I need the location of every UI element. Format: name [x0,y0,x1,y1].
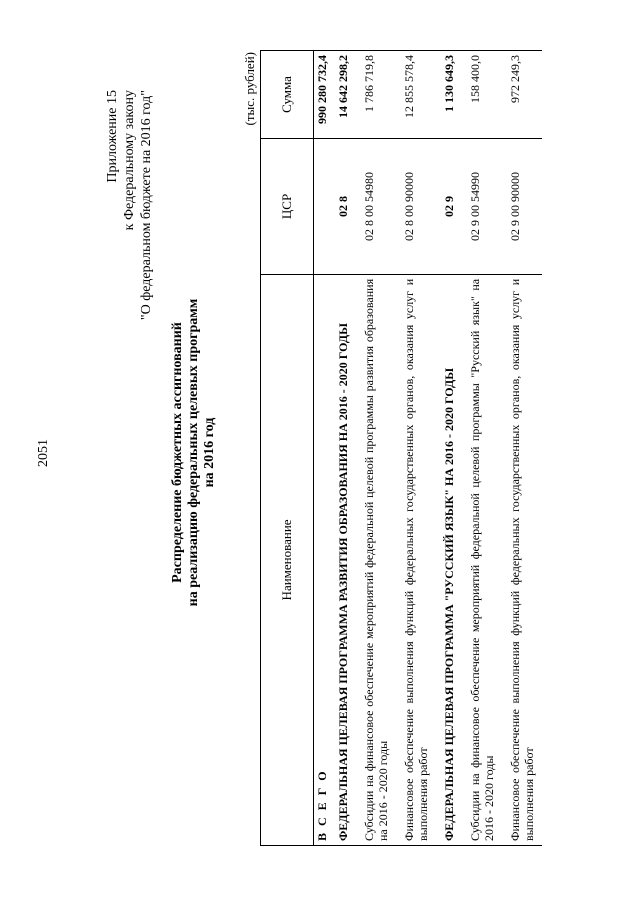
row-csr: 02 9 [436,138,462,274]
title-line-2: на реализацию федеральных целевых программ [186,298,201,607]
header-name: Наименование [261,274,314,845]
row-sum: 1 130 649,3 [436,51,462,139]
row-name: ФЕДЕРАЛЬНАЯ ЦЕЛЕВАЯ ПРОГРАММА РАЗВИТИЯ ОБРАЗОВАНИЯ НА 2016 - 2020 ГОДЫ [330,274,356,845]
table-row [356,51,396,846]
row-csr: 02 8 00 90000 [396,138,436,274]
title-line-3: на 2016 год [202,417,217,488]
header-csr: ЦСР [261,138,314,274]
row-name: Финансовое обеспечение выполнения функций федеральных государственных органов, оказания услуг и выполнения работ [396,274,436,845]
appendix-line-3: "О федеральном бюджете на 2016 год" [139,90,154,321]
appendix-header [104,90,155,390]
row-csr: 02 8 00 54980 [356,138,396,274]
table-header-row [261,51,314,846]
table-row [330,51,356,846]
row-csr [314,138,331,274]
budget-table [260,50,542,846]
row-sum: 12 855 578,4 [396,51,436,139]
table-row [462,51,502,846]
row-sum: 158 400,0 [462,51,502,139]
header-sum: Сумма [261,51,314,139]
document-title [170,0,218,905]
table-row [502,51,542,846]
row-name: Финансовое обеспечение выполнения функций федеральных государственных органов, оказания услуг и выполнения работ [502,274,542,845]
row-csr: 02 9 00 90000 [502,138,542,274]
appendix-line-2: к Федеральному закону [122,90,137,231]
page-number: 2051 [36,439,51,467]
row-name: Субсидии на финансовое обеспечение мероприятий федеральной целевой программы "Русский язык" на 2016 - 2020 годы [462,274,502,845]
units-label: (тыс. рублей) [242,52,257,126]
row-sum: 14 642 298,2 [330,51,356,139]
row-name: ФЕДЕРАЛЬНАЯ ЦЕЛЕВАЯ ПРОГРАММА "РУССКИЙ ЯЗЫК" НА 2016 - 2020 ГОДЫ [436,274,462,845]
row-name: Субсидии на финансовое обеспечение мероприятий федеральной целевой программы развития образования на 2016 - 2020 годы [356,274,396,845]
row-sum: 990 280 732,4 [314,51,331,139]
row-sum: 972 249,3 [502,51,542,139]
table-row [396,51,436,846]
row-csr: 02 8 [330,138,356,274]
title-line-1: Распределение бюджетных ассигнований [170,322,185,583]
table-row [436,51,462,846]
row-name: В С Е Г О [314,274,331,845]
row-sum: 1 786 719,8 [356,51,396,139]
table-row-total [314,51,331,846]
appendix-line-1: Приложение 15 [105,90,120,183]
row-csr: 02 9 00 54990 [462,138,502,274]
